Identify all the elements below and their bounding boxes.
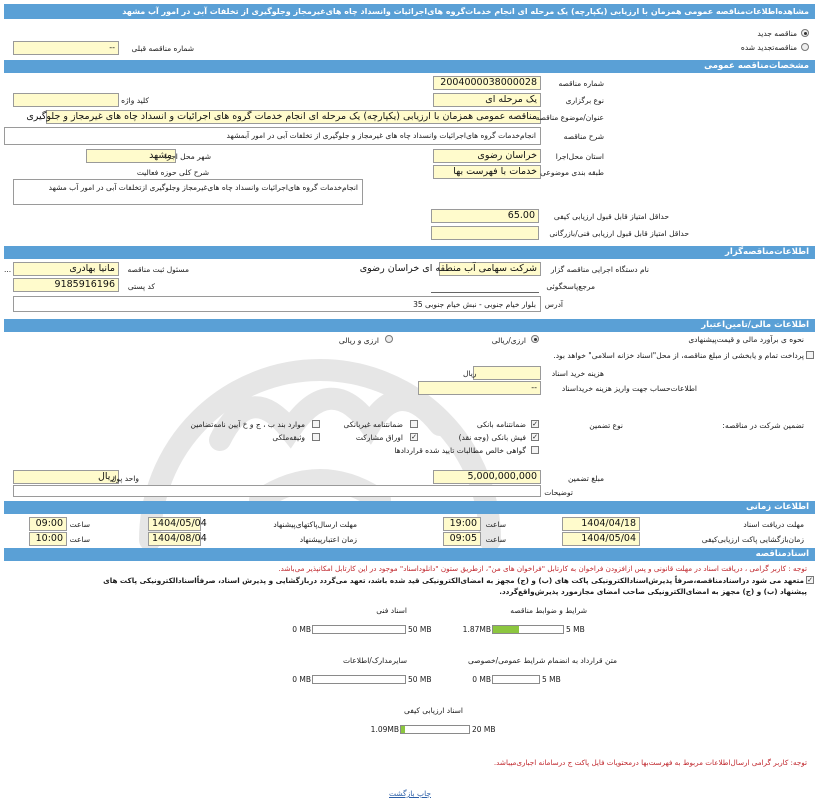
file-4-max: 20 MB [472, 725, 496, 734]
doc-fee-field [473, 366, 541, 380]
registrar-more-button[interactable]: ... [4, 265, 12, 274]
non-bank-guarantee-checkbox[interactable] [410, 420, 418, 428]
file-0-progress-bar [492, 625, 564, 634]
rial-label: ارزی/ریالی [491, 336, 526, 345]
guarantee-label: تضمین شرکت در مناقصه: [722, 421, 804, 430]
bank-guarantee-checkbox[interactable]: ✓ [532, 420, 538, 428]
property-label: وثیقه‌ملکی [272, 433, 305, 442]
file-4-progress-bar [400, 725, 470, 734]
min-quality-score-label: حداقل امتیاز قابل قبول ارزیابی کیفی [553, 212, 669, 221]
bank-receipt-checkbox[interactable]: ✓ [532, 433, 538, 441]
fx-label: ارزی و ریالی [338, 336, 379, 345]
docs-note-2a: متعهد می شود دراسنادمناقصه،صرفاً پذیرش‌اسنادالکترونیکی پاکت های (ب) و (ج) مجهز به امضای‌الکترونیکی قید شده باشد، تعهد می‌گردد درباز‌گشایی و پذیرش اسناد، صرفاً‌اسنادالکترونیکی پاکت های [103, 576, 804, 585]
file-1-progress-bar [312, 625, 406, 634]
article-label: موارد بند ب ، ج و خ آیین نامه‌تضامین [190, 420, 305, 429]
description-label: شرح مناقصه [563, 132, 604, 141]
property-checkbox[interactable] [312, 433, 320, 441]
section-financial-header: اطلاعات مالی/تامین‌اعتبار [4, 319, 815, 332]
guarantee-type-label: نوع تضمین [589, 421, 623, 430]
submit-deadline-date: 1404/05/04 [148, 517, 201, 531]
responder-field [431, 279, 539, 293]
opening-time-label: ساعت [485, 535, 506, 544]
scope-label: شرح کلی حوزه فعالیت [136, 168, 209, 177]
new-tender-label: مناقصه جدید [757, 29, 797, 38]
file-3-progress-bar [312, 675, 406, 684]
doc-fee-unit: ریال [463, 369, 477, 378]
opening-time: 09:05 [443, 532, 481, 546]
opening-date: 1404/05/04 [562, 532, 640, 546]
scope-field: انجام‌خدمات گروه های‌اجرائیات وانسداد چاه های‌غیرمجاز وجلوگیری ازتخلفات آبی در امور آب مشهد [13, 179, 363, 205]
prev-tender-number-label: شماره مناقصه قبلی [131, 44, 194, 53]
organization-label: نام دستگاه اجرایی مناقصه گزار [550, 265, 649, 274]
bonds-checkbox[interactable]: ✓ [411, 433, 417, 441]
print-back-link[interactable]: چاپ بازگشت [389, 789, 431, 798]
account-field: -- [418, 381, 541, 395]
holding-type-label: نوع برگزاری [565, 96, 604, 105]
registrar-label: مسئول ثبت مناقصه [127, 265, 189, 274]
file-3-name: سایرمدارک/اطلاعات [342, 656, 407, 665]
submit-time-label: ساعت [69, 520, 90, 529]
file-0-progress-fill [493, 626, 519, 633]
fx-radio[interactable] [385, 335, 393, 343]
file-3-max: 50 MB [408, 675, 432, 684]
file-0-max: 5 MB [566, 625, 585, 634]
new-tender-radio[interactable] [801, 29, 809, 37]
file-1-max: 50 MB [408, 625, 432, 634]
section-timing-header: اطلاعات زمانی [4, 501, 815, 514]
keyword-label: کلید واژه [121, 96, 149, 105]
docs-note-1: توجه : کاربر گرامی ، دریافت اسناد در مهلت قانونی و پس ازافزودن فراخوان به کارتابل "فراخوان های من"، ازطریق ستون "دانلوداسناد" موجود در این کارتابل امکانپذیر می‌باشد. [278, 564, 807, 573]
claims-checkbox[interactable] [531, 446, 539, 454]
file-0-current: 1.87MB [462, 625, 491, 634]
bank-guarantee-label: ضمانتنامه بانکی [476, 420, 526, 429]
non-bank-guarantee-label: ضمانتنامه غیربانکی [343, 420, 403, 429]
claims-label: گواهی خالص مطالبات تایید شده قراردادها [394, 446, 526, 455]
doc-fee-label: هزینه خرید اسناد [551, 369, 604, 378]
tender-number-label: شماره مناقصه [558, 79, 604, 88]
receive-doc-deadline-time: 19:00 [443, 517, 481, 531]
holding-type-field: یک مرحله ای [433, 93, 541, 107]
commitment-checkbox[interactable]: ✓ [807, 576, 813, 584]
category-label: طبقه بندی موضوعی [540, 168, 604, 177]
renewed-tender-label: مناقصه‌تجدید شده [740, 43, 797, 52]
receive-doc-deadline-label: مهلت دریافت اسناد [743, 520, 804, 529]
section-general-header: مشخصات‌مناقصه عمومی [4, 60, 815, 73]
postal-code-label: کد پستی [127, 282, 155, 291]
file-1-current: 0 MB [292, 625, 311, 634]
responder-label: مرجع‌پاسخگوئی [546, 282, 595, 291]
province-field: خراسان رضوی [433, 149, 541, 163]
min-quality-score-field: 65.00 [431, 209, 539, 223]
subject-field: مناقصه عمومی همزمان با ارزیابی (یکپارچه) یک مرحله ای انجام خدمات گروه های اجرائیات و انسداد چاه های غیرمجاز و جلوگیری [46, 110, 541, 124]
keyword-field[interactable] [13, 93, 119, 107]
city-field: مشهد [86, 149, 176, 163]
city-label: شهر محل اجرا [164, 152, 211, 161]
treasury-checkbox[interactable] [806, 351, 814, 359]
file-1-name: اسناد فنی [376, 606, 407, 615]
file-4-progress-fill [401, 726, 405, 733]
bank-receipt-label: فیش بانکی (وجه نقد) [458, 433, 526, 442]
receive-doc-deadline-date: 1404/04/18 [562, 517, 640, 531]
file-2-current: 0 MB [472, 675, 491, 684]
notes-field [13, 485, 541, 497]
article-checkbox[interactable] [312, 420, 320, 428]
notes-label: توضیحات [544, 488, 573, 497]
province-label: استان محل‌اجرا [555, 152, 604, 161]
file-0-name: شرایط و ضوابط مناقصه [510, 606, 587, 615]
min-tech-score-label: حداقل امتیاز قابل قبول ارزیابی فنی/بازرگانی [549, 229, 689, 238]
validity-date: 1404/08/04 [148, 532, 201, 546]
validity-label: زمان اعتبارپیشنهاد [299, 535, 357, 544]
currency-field: ریال [13, 470, 119, 484]
guarantee-amount-field: 5,000,000,000 [433, 470, 541, 484]
subject-label: عنوان/موضوع مناقصه [535, 113, 604, 122]
renewed-tender-radio[interactable] [801, 43, 809, 51]
registrar-field: مانیا بهادری [13, 262, 119, 276]
tender-number-field: 2004000038000028 [433, 76, 541, 90]
file-4-current: 1.09MB [370, 725, 399, 734]
account-label: اطلاعات‌حساب جهت واریز هزینه خریداسناد [561, 384, 697, 393]
section-tenderer-header: اطلاعات‌مناقصه‌گزار [4, 246, 815, 259]
organization-field: شرکت سهامی آب منطقه ای خراسان رضوی [439, 262, 541, 276]
min-tech-score-field [431, 226, 539, 240]
validity-time-label: ساعت [69, 535, 90, 544]
file-4-name: اسناد ارزیابی کیفی [404, 706, 463, 715]
address-field: بلوار خیام جنوبی - نبش خیام جنوبی 35 [13, 296, 541, 312]
treasury-note: پرداخت تمام و یابخشی از مبلغ مناقصه، از محل"اسناد خزانه اسلامی" خواهد بود. [553, 351, 804, 360]
file-2-name: متن قرارداد به انضمام شرایط عمومی/خصوصی [468, 656, 617, 665]
postal-code-field: 9185916196 [13, 278, 119, 292]
currency-label: واحد پول [110, 474, 139, 483]
description-field: انجام‌خدمات گروه های‌اجرائیات وانسداد چاه های غیرمجاز و جلوگیری از تخلفات آبی در امور آبمشهد [4, 127, 541, 145]
category-field: خدمات با فهرست بها [433, 165, 541, 179]
opening-label: زمان‌بازگشایی پاکت ارزیابی‌کیفی [701, 535, 804, 544]
guarantee-amount-label: مبلغ تضمین [567, 474, 604, 483]
file-2-progress-bar [492, 675, 540, 684]
file-2-max: 5 MB [542, 675, 561, 684]
section-docs-header: اسنادمناقصه [4, 548, 815, 561]
submit-deadline-time: 09:00 [29, 517, 67, 531]
bonds-label: اوراق مشارکت [355, 433, 403, 442]
submit-deadline-label: مهلت ارسال‌پاکتهای‌پیشنهاد [273, 520, 357, 529]
docs-note-2b: پیشنهاد (ب) و (ج) مجهز به امضای‌الکترونیکی صاحب امضای مجازمورد پذیرش‌واقع‌گردد. [499, 587, 807, 596]
rial-radio[interactable] [531, 335, 539, 343]
address-label: آدرس [544, 300, 563, 309]
prev-tender-number-field[interactable]: -- [13, 41, 119, 55]
file-3-current: 0 MB [292, 675, 311, 684]
validity-time: 10:00 [29, 532, 67, 546]
receive-doc-time-label: ساعت [485, 520, 506, 529]
page-title: مشاهده‌اطلاعات‌مناقصه عمومی همزمان با ارزیابی (یکپارچه) یک مرحله ای انجام خدمات‌گروه های‌اجرائیات وانسداد چاه های‌غیرمجاز وجلوگیری از تخلفات آبی در امور آب مشهد [4, 4, 815, 19]
estimate-label: نحوه ی برآورد مالی و قیمت‌پیشنهادی [688, 335, 804, 344]
docs-footer-note: توجه: کاربر گرامی ارسال‌اطلاعات مربوط به فهرست‌بها درمحتویات فایل پاکت ج درسامانه اجباری‌میباشد. [493, 758, 807, 767]
